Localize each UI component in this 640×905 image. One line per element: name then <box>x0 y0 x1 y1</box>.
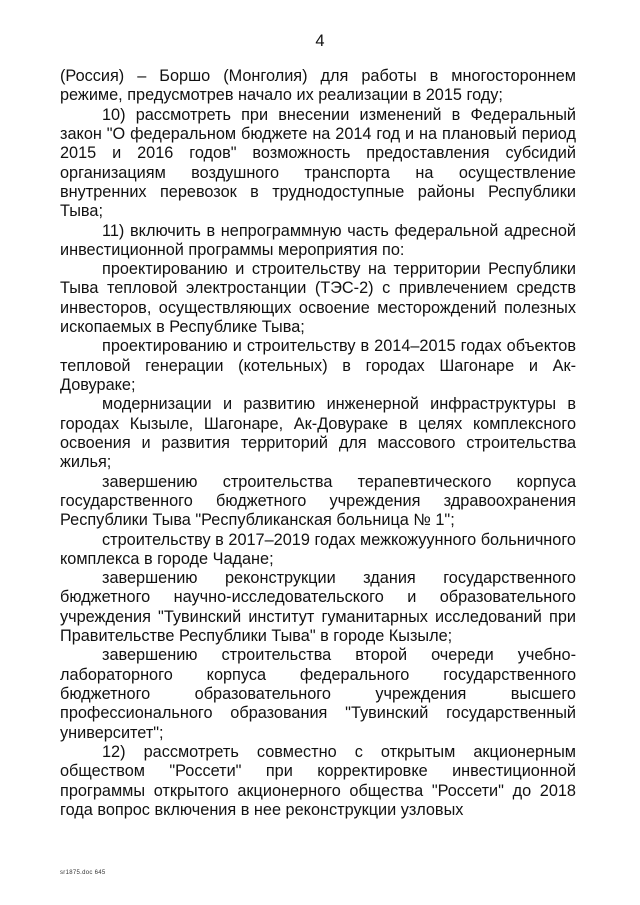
paragraph-subitem-university: завершению строительства второй очереди учебно-лабораторного корпуса федерального государственного бюджетного образовательного учреждения высшего профессионального образования "Тувинский государственный университет"; <box>60 646 576 742</box>
paragraph-subitem-boilers: проектированию и строительству в 2014–2015 годах объектов тепловой генерации (котельных) в городах Шагонаре и Ак-Довураке; <box>60 337 576 394</box>
paragraph-continuation: (Россия) – Боршо (Монголия) для работы в многостороннем режиме, предусмотрев начало их реализации в 2015 году; <box>60 67 576 105</box>
footer-document-code: sr1875.doc 645 <box>60 870 106 876</box>
paragraph-item-11: 11) включить в непрограммную часть федеральной адресной инвестиционной программы мероприятия по: <box>60 221 576 259</box>
paragraph-subitem-chadan: строительству в 2017–2019 годах межкожуунного больничного комплекса в городе Чадане; <box>60 530 576 568</box>
document-body <box>60 67 576 820</box>
paragraph-subitem-hospital: завершению строительства терапевтического корпуса государственного бюджетного учреждения здравоохранения Республики Тыва "Республиканская больница № 1"; <box>60 472 576 530</box>
page-number: 4 <box>315 32 325 50</box>
paragraph-item-10: 10) рассмотреть при внесении изменений в Федеральный закон "О федеральном бюджете на 2014 год и на плановый период 2015 и 2016 годов" возможность предоставления субсидий организациям воздушного транспорта на осуществление внутренних перевозок в труднодоступные районы Республики Тыва; <box>60 105 576 221</box>
paragraph-subitem-tes2: проектированию и строительству на территории Республики Тыва тепловой электростанции (ТЭС-2) с привлечением средств инвесторов, осуществляющих освоение месторождений полезных ископаемых в Республике Тыва; <box>60 260 576 337</box>
paragraph-subitem-institute: завершению реконструкции здания государственного бюджетного научно-исследовательского и образовательного учреждения "Тувинский институт гуманитарных исследований при Правительстве Республики Тыва" в городе Кызыле; <box>60 569 576 646</box>
paragraph-subitem-infrastructure: модернизации и развитию инженерной инфраструктуры в городах Кызыле, Шагонаре, Ак-Довураке в целях комплексного освоения и развития территорий для массового строительства жилья; <box>60 395 576 472</box>
paragraph-item-12: 12) рассмотреть совместно с открытым акционерным обществом "Россети" при корректировке инвестиционной программы открытого акционерного общества "Россети" до 2018 года вопрос включения в нее реконструкции узловых <box>60 742 576 819</box>
